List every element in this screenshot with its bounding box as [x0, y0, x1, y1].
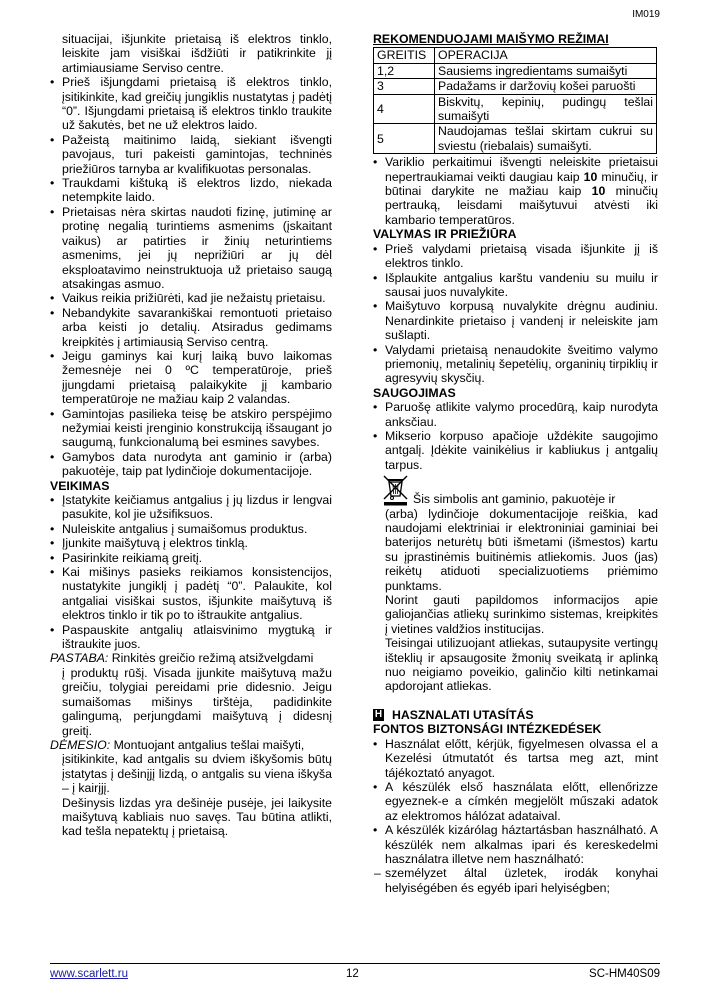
page-number: 12: [346, 968, 359, 980]
document-code: IM019: [632, 9, 660, 20]
list-item: • Jeigu gaminys kai kurį laiką buvo laikomas žemesnėje nei 0 ºC temperatūroje, prieš įjungdami prietaisą palaikykite jį kambario temperatūroje ne mažiau kaip 2 valandas.: [50, 349, 332, 407]
list-item: • A készülék kizárólag háztartásban használható. A készülék nem alkalmas ipari és kereskedelmi használatra illetve nem használható:: [373, 823, 658, 866]
table-cell: Biskvitų, kepinių, pudingų tešlai sumaišyti: [435, 94, 657, 124]
list-item: • Pažeistą maitinimo laidą, siekiant išvengti pavojaus, turi pakeisti gamintojas, techninės priežiūros tarnyba ar kvalifikuotas personalas.: [50, 133, 332, 176]
weee-text: Teisingai utilizuojant atliekas, sutaupysite vertingų išteklių ir apsaugosite žmonių sveikatą ir aplinką nuo neigiamo poveikio, galinčio kilti netinkamai apdorojant atliekas.: [385, 636, 658, 694]
table-cell: 4: [374, 94, 435, 124]
hu-title: HASZNALATI UTASÍTÁS: [392, 707, 534, 722]
note-first-line: Rinkitės greičio režimą atsižvelgdami: [111, 651, 314, 666]
list-item: • Használat előtt, kérjük, figyelmesen olvassa el a Kezelési útmutatót és tartsa meg azt, mint tájékoztató anyagot.: [373, 737, 658, 780]
list-item: • A készülék első használata előtt, ellenőrizze egyeznek-e a címkén megjelölt műszaki adatok az elektromos hálózat adataival.: [373, 780, 658, 823]
table-header-row: [374, 48, 657, 63]
motor-note-minutes: 10: [591, 184, 606, 199]
table-row: [374, 79, 657, 94]
operation-heading: VEIKIMAS: [50, 478, 110, 493]
table-cell: 1,2: [374, 63, 435, 78]
table-row: [374, 63, 657, 78]
table-row: [374, 94, 657, 124]
attention-rest: įsitikinkite, kad antgalis su dviem iškyšomis būtų įstatytas į dešinįjį lizdą, o antgalis su viena iškyša – į kairįjį.: [62, 752, 332, 796]
table-cell: Sausiems ingredientams sumaišyti: [435, 63, 657, 78]
list-item: • Kai mišinys pasieks reikiamos konsistencijos, nustatykite jungiklį į padėtį “0”. Palaukite, kol antgaliai visiškai sustos, išjunkite maišytuvą iš elektros tinklo ir tik po to ištraukite antgalius.: [50, 565, 332, 623]
mixing-modes-table: [373, 47, 657, 154]
model-code: SC-HM40S09: [589, 968, 660, 980]
note-label: PASTABA:: [50, 651, 109, 666]
attention-label: DĖMESIO:: [50, 737, 111, 752]
table-row: [374, 124, 657, 154]
mixing-modes-heading: REKOMENDUOJAMI MAIŠYMO REŽIMAI: [373, 32, 609, 46]
note-paragraph: [50, 651, 332, 737]
list-item: • Įjunkite maišytuvą į elektros tinklą.: [50, 536, 332, 550]
list-item: • Paruošę atlikite valymo procedūrą, kaip nurodyta anksčiau.: [373, 400, 658, 429]
table-header-cell: OPERACIJA: [435, 48, 657, 63]
cleaning-heading: VALYMAS IR PRIEŽIŪRA: [373, 227, 517, 242]
motor-note-minutes: 10: [583, 169, 598, 184]
list-item: • Pasirinkite reikiamą greitį.: [50, 551, 332, 565]
table-cell: 3: [374, 79, 435, 94]
website-link[interactable]: www.scarlett.ru: [50, 968, 128, 980]
note-rest: į produktų rūšį. Visada įjunkite maišytuvą mažu greičiu, tolygiai pereidami prie didesnio. Jeigu sumaišomas mišinys tirštėja, padidinkite galingumą, perjungdami maišytuvą į didesnį greitį.: [62, 665, 332, 738]
language-code-badge: H: [374, 709, 383, 721]
table-cell: Padažams ir daržovių košei paruošti: [435, 79, 657, 94]
attention-paragraph: [50, 738, 332, 839]
attention-first-line: Montuojant antgalius tešlai maišyti,: [113, 737, 305, 752]
list-item: • Prieš valydami prietaisą visada išjunkite jį iš elektros tinklo.: [373, 242, 658, 271]
motor-note: [373, 155, 658, 227]
list-item: • Paspauskite antgalių atlaisvinimo mygtuką ir ištraukite juos.: [50, 623, 332, 652]
list-item: • Prietaisas nėra skirtas naudoti fizinę, jutiminę ar protinę negalią turintiems asmenims (įskaitant vaikus) ar patirties ir žinių neturintiems asmenims, jei jų neprižiūri ar jų dėl eksploatavimo neinstruktuoja už prietaiso saugą atsakingas asmuo.: [50, 205, 332, 291]
list-item: • Gamintojas pasilieka teisę be atskiro perspėjimo nežymiai keisti įrenginio konstrukciją išsaugant jo saugumą, funkcionalumą bei esmines savybes.: [50, 407, 332, 450]
table-header-cell: GREITIS: [374, 48, 435, 63]
list-item: • Įstatykite keičiamus antgalius į jų lizdus ir lengvai pasukite, kol jie užsifiksuos.: [50, 493, 332, 522]
motor-note-text: minučių, ir būtinai darykite ne mažiau kaip: [385, 169, 659, 199]
left-column: [50, 32, 332, 839]
table-cell: 5: [374, 124, 435, 154]
list-item: • Vaikus reikia prižiūrėti, kad jie nežaistų prietaisu.: [50, 291, 332, 305]
list-item: • Maišytuvo korpusą nuvalykite drėgnu audiniu. Nenardinkite prietaiso į vandenį ir neleiskite jam sušlapti.: [373, 299, 658, 342]
motor-note-text: Variklio perkaitimui išvengti neleiskite prietaisui nepertraukiamai veikti daugiau kaip: [385, 155, 658, 184]
storage-heading: SAUGOJIMAS: [373, 385, 456, 400]
weee-text: Norint gauti papildomos informacijos apie galiojančias atliekų surinkimo sistemas, kreipkitės į vietines valdžios institucijas.: [385, 593, 658, 636]
weee-text: (arba) lydinčioje dokumentacijoje reiškia, kad naudojami elektriniai ir elektroniniai gaminiai bei baterijos neturėtų būti išmetami (išmestos) kartu su įprastinėmis buitinėmis atliekomis. Juos (jas) reikėtų atiduoti specializuotiems priėmimo punktams.: [385, 506, 658, 593]
list-item: • Mikserio korpuso apačioje uždėkite saugojimo antgalį. Įdėkite vainikėlius ir kabliukus į antgalių tarpus.: [373, 429, 658, 472]
list-item: – személyzet által üzletek, irodák konyhai helyiségében és egyéb ipari helyiségben;: [373, 866, 658, 895]
list-item: • Traukdami kištuką iš elektros lizdo, niekada netempkite laido.: [50, 176, 332, 205]
list-item: • Prieš išjungdami prietaisą iš elektros tinklo, įsitikinkite, kad greičių jungiklis nustatytas į padėtį “0”. Išjungdami prietaisą iš elektros tinklo traukite už šakutės, bet ne už elektros laido.: [50, 75, 332, 133]
list-item: • Nebandykite savarankiškai remontuoti prietaiso arba keisti jo detalių. Atsiradus gedimams kreipkitės į artimiausią Serviso centrą.: [50, 306, 332, 349]
crossed-bin-icon: [379, 472, 413, 506]
operation-list: [50, 493, 332, 651]
safety-list: [50, 75, 332, 478]
list-item: • Gamybos data nurodyta ant gaminio ir (arba) pakuotėje, taip pat lydinčioje dokumentacijoje.: [50, 450, 332, 479]
weee-paragraph: [373, 492, 658, 694]
list-item: • Nuleiskite antgalius į sumaišomus produktus.: [50, 522, 332, 536]
table-cell: Naudojamas tešlai skirtam cukrui su sviestu (riebalais) sumaišyti.: [435, 124, 657, 154]
hu-subtitle: FONTOS BIZTONSÁGI INTÉZKEDÉSEK: [373, 722, 602, 737]
motor-note-text: minučių pertrauką, leisdami maišytuvui atvėsti iki kambario temperatūros.: [385, 184, 658, 227]
right-column: [373, 32, 658, 895]
list-item: • Išplaukite antgalius karštu vandeniu su muilu ir sausai juos nuvalykite.: [373, 271, 658, 300]
list-item: • Valydami prietaisą nenaudokite šveitimo valymo priemonių, metalinių šepetėlių, organinių tirpiklių ir agresyvių skysčių.: [373, 343, 658, 386]
weee-first-line: Šis simbolis ant gaminio, pakuotėje ir: [413, 492, 616, 507]
intro-paragraph: situacijai, išjunkite prietaisą iš elektros tinklo, leiskite jam visiškai išdžiūti ir patikrinkite jį artimiausiame Serviso centre.: [62, 32, 332, 75]
language-section-header: [373, 708, 658, 722]
attention-extra: Dešinysis lizdas yra dešinėje pusėje, jei laikysite maišytuvą kabliais nuo savęs. Tau būtina atlikti, kad tešla nepatektų į prietaisą.: [62, 795, 332, 839]
footer-divider: [50, 963, 660, 964]
